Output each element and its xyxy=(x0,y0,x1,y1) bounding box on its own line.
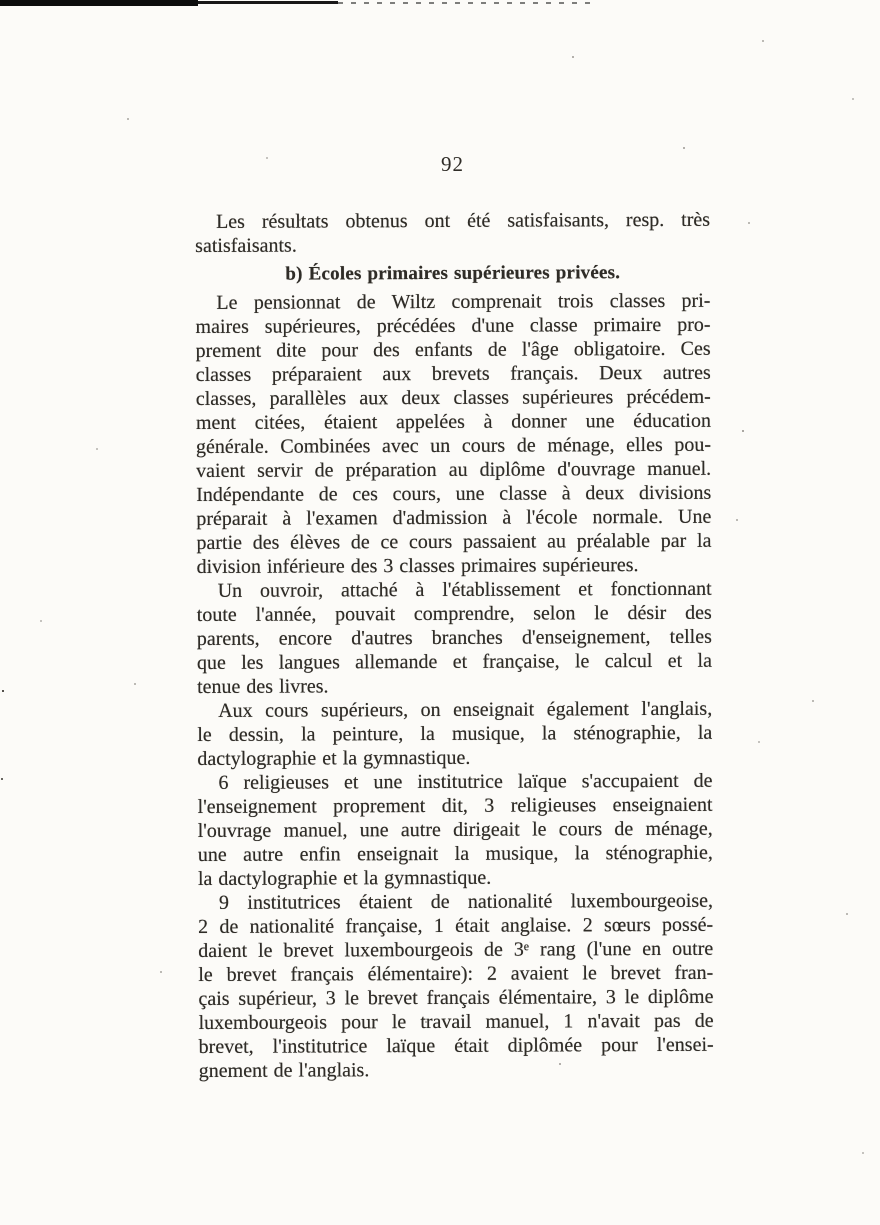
text-line: prement dite pour des enfants de l'âge obligatoire. Ces xyxy=(195,337,711,362)
text-line: division inférieure des 3 classes primaires supérieures. xyxy=(196,554,639,578)
text-line: vaient servir de préparation au diplôme d'ouvrage manuel. xyxy=(196,457,712,482)
text-block xyxy=(195,208,714,1083)
text-line: l'enseignement proprement dit, 3 religieuses enseignaient xyxy=(197,793,713,818)
text-line: satisfaisants. xyxy=(195,234,297,257)
text-line: classes, parallèles aux deux classes supérieures précédem- xyxy=(195,385,711,410)
text-line: le dessin, la peinture, la musique, la sténographie, la xyxy=(197,721,713,746)
paragraph xyxy=(197,697,712,771)
paragraph xyxy=(197,769,713,891)
text-line: çais supérieur, 3 le brevet français élémentaire, 3 le diplôme xyxy=(198,985,714,1010)
text-line: partie des élèves de ce cours passaient au préalable par la xyxy=(196,529,712,554)
paragraph xyxy=(197,577,713,699)
text-line: la dactylographie et la gymnastique. xyxy=(197,866,492,890)
text-line: préparait à l'examen d'admission à l'école normale. Une xyxy=(196,505,712,530)
text-line: 2 de nationalité française, 1 était anglaise. 2 sœurs possé- xyxy=(198,913,714,938)
scan-artifact-top-edge xyxy=(0,0,198,6)
paragraph xyxy=(195,208,710,258)
text-line: Les résultats obtenus ont été satisfaisants, resp. très xyxy=(216,208,711,233)
text-line: classes préparaient aux brevets français. Deux autres xyxy=(195,361,711,386)
text-line: ment citées, étaient appelées à donner une éducation xyxy=(195,409,711,434)
text-line: toute l'année, pouvait comprendre, selon le désir des xyxy=(196,601,712,626)
text-line: Le pensionnat de Wiltz comprenait trois classes pri- xyxy=(216,289,711,314)
text-line: 9 institutrices étaient de nationalité luxembourgeoise, xyxy=(218,889,714,914)
text-line: parents, encore d'autres branches d'enseignement, telles xyxy=(196,625,712,650)
text-line: gnement de l'anglais. xyxy=(198,1059,370,1082)
text-line: maires supérieures, précédées d'une classe primaire pro- xyxy=(195,313,711,338)
text-line: une autre enfin enseignait la musique, la sténographie, xyxy=(197,841,713,866)
section-heading: b) Écoles primaires supérieures privées. xyxy=(285,262,621,285)
paragraph xyxy=(195,289,711,579)
scan-noise-specks xyxy=(0,0,2,2)
text-line: l'ouvrage manuel, une autre dirigeait le cours de ménage, xyxy=(197,817,713,842)
text-line: 6 religieuses et une institutrice laïque s'accupaient de xyxy=(218,769,713,794)
page-number: 92 xyxy=(441,152,464,176)
text-line: que les langues allemande et française, le calcul et la xyxy=(196,649,713,674)
text-line: dactylographie et la gymnastique. xyxy=(197,746,471,770)
text-line: Un ouvroir, attaché à l'établissement et fonctionnant xyxy=(217,577,712,602)
text-line: générale. Combinées avec un cours de ménage, elles pou- xyxy=(195,433,712,458)
text-line: luxembourgeois pour le travail manuel, 1 n'avait pas de xyxy=(198,1009,714,1034)
text-line: Indépendante de ces cours, une classe à deux divisions xyxy=(196,481,712,506)
text-line: le brevet français élémentaire): 2 avaient le brevet fran- xyxy=(198,961,714,986)
text-line: Aux cours supérieurs, on enseignait également l'anglais, xyxy=(218,697,713,722)
text-line: brevet, l'institutrice laïque était diplômée pour l'ensei- xyxy=(198,1033,714,1058)
text-line: tenue des livres. xyxy=(197,675,329,698)
paragraph xyxy=(198,889,714,1083)
text-line: daient le brevet luxembourgeois de 3ᵉ rang (l'une en outre xyxy=(198,937,714,962)
